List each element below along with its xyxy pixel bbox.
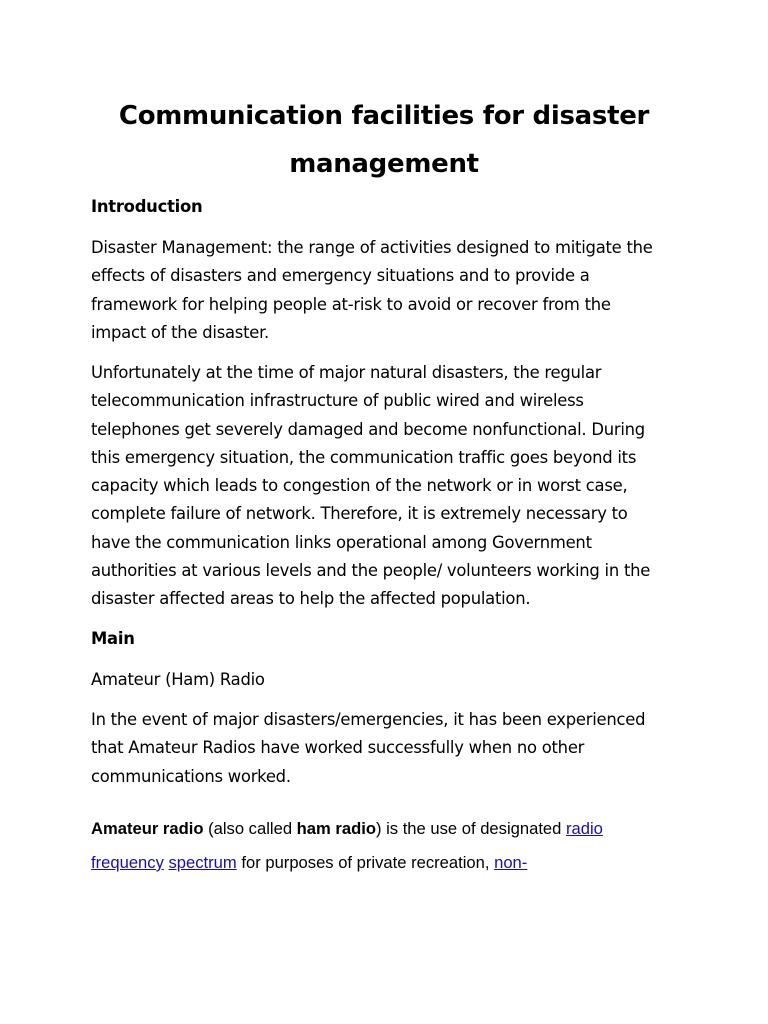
excerpt-text: ) is the use of designated [375, 819, 566, 838]
paragraph-line: this emergency situation, the communication traffic goes beyond its [91, 447, 637, 467]
excerpt-text: (also called [203, 819, 297, 838]
title-line-2: management [289, 149, 479, 179]
paragraph-line: In the event of major disasters/emergencies, it has been experienced [91, 710, 646, 729]
paragraph-line: Disaster Management: the range of activities designed to mitigate the [91, 238, 653, 257]
title-line-1: Communication facilities for disaster [118, 101, 650, 131]
intro-paragraph [91, 234, 691, 347]
link-non[interactable]: non- [494, 853, 528, 872]
term-ham-radio: ham radio [296, 819, 376, 838]
paragraph-line: capacity which leads to congestion of the network or in worst case, [91, 476, 628, 496]
link-spectrum[interactable]: spectrum [168, 853, 237, 872]
main-heading: Main [91, 629, 135, 648]
ham-radio-paragraph [91, 706, 691, 791]
paragraph-line: complete failure of network. Therefore, it is extremely necessary to [91, 504, 628, 524]
paragraph-line: effects of disasters and emergency situations and to provide a [91, 266, 590, 286]
paragraph-line: framework for helping people at-risk to avoid or recover from the [91, 294, 611, 314]
link-radio[interactable]: radio [566, 819, 603, 838]
excerpt-line-1 [91, 812, 711, 846]
document-title [60, 92, 708, 188]
paragraph-line: authorities at various levels and the people/ volunteers working in the [91, 561, 651, 581]
paragraph-line: telephones get severely damaged and become nonfunctional. During [91, 419, 645, 439]
paragraph-line: telecommunication infrastructure of public wired and wireless [91, 391, 584, 411]
introduction-heading: Introduction [91, 197, 203, 216]
paragraph-line: Unfortunately at the time of major natural disasters, the regular [91, 363, 602, 382]
ham-radio-subheading: Amateur (Ham) Radio [91, 670, 265, 689]
infrastructure-paragraph [91, 359, 691, 614]
paragraph-line: disaster affected areas to help the affected population. [91, 589, 531, 609]
excerpt-text: for purposes of private recreation, [236, 853, 495, 872]
paragraph-line: communications worked. [91, 766, 291, 786]
paragraph-line: that Amateur Radios have worked successfully when no other [91, 738, 585, 758]
paragraph-line: have the communication links operational among Government [91, 532, 592, 552]
link-frequency[interactable]: frequency [91, 853, 164, 872]
excerpt-line-2 [91, 846, 711, 880]
term-amateur-radio: Amateur radio [91, 819, 204, 838]
paragraph-line: impact of the disaster. [91, 322, 270, 342]
amateur-radio-excerpt [91, 812, 711, 880]
